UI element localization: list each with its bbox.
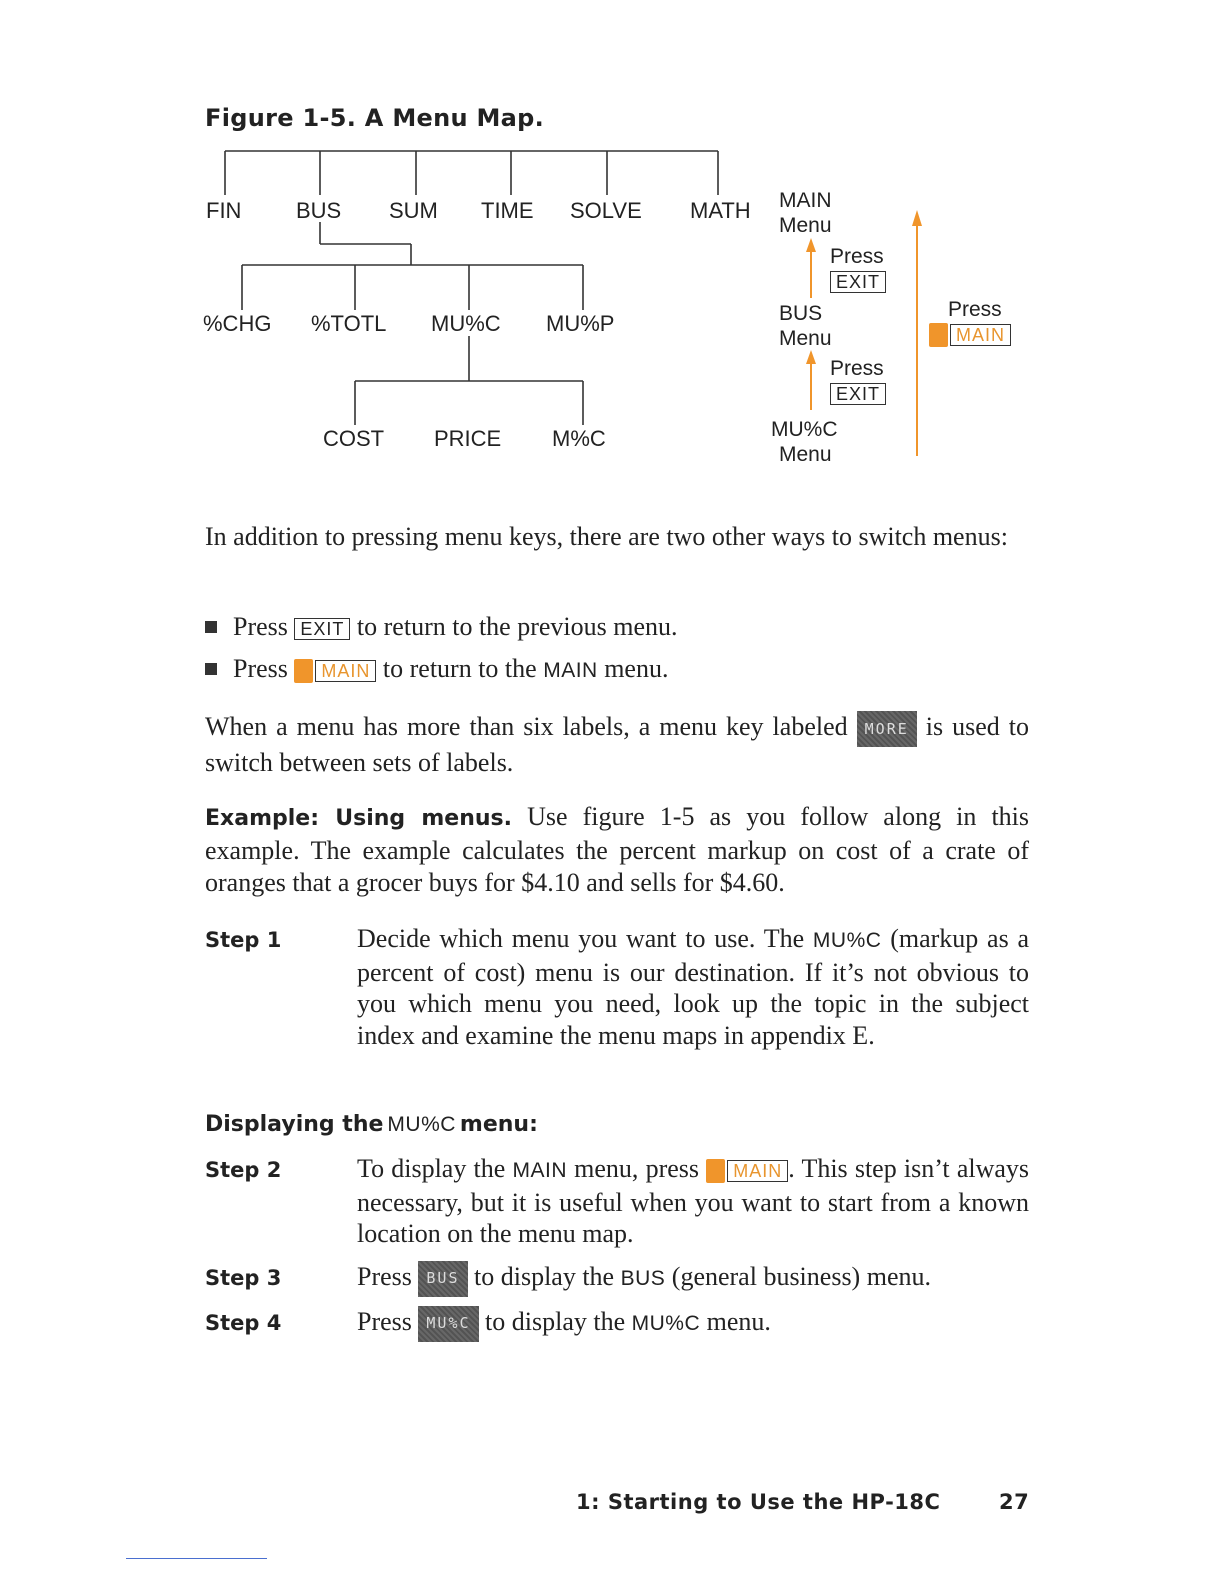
menu-node-math: MATH xyxy=(690,198,751,223)
step1-menu-name: MU%C xyxy=(812,929,882,952)
step4-label: Step 4 xyxy=(205,1311,282,1335)
menu-node-solve: SOLVE xyxy=(570,198,642,223)
menu-node-sum: SUM xyxy=(389,198,438,223)
nav-press-label-3: Press xyxy=(948,298,1002,321)
nav-press-exit-1 xyxy=(830,244,886,294)
intro-paragraph: In addition to pressing menu keys, there are two other ways to switch menus: xyxy=(205,522,1008,551)
nav-bus-label: BUS xyxy=(779,302,823,325)
step3-mid: to display the xyxy=(474,1262,615,1291)
shift-key-icon xyxy=(929,323,948,347)
example-heading: Example: Using menus. xyxy=(205,806,513,831)
more-text-pre: When a menu has more than six labels, a menu key labeled xyxy=(205,712,848,741)
menu-node-pct-totl: %TOTL xyxy=(311,311,387,336)
bottom-rule xyxy=(126,1558,267,1559)
figure-title: Figure 1-5. A Menu Map. xyxy=(205,104,545,132)
step3-label: Step 3 xyxy=(205,1266,282,1290)
step3-text xyxy=(357,1261,1029,1297)
menu-node-mu-pct-c: MU%C xyxy=(431,311,501,336)
nav-press-label-2: Press xyxy=(830,357,884,380)
step2-menu-name: MAIN xyxy=(512,1159,567,1182)
step4-menu-name: MU%C xyxy=(631,1312,701,1335)
menu-node-fin: FIN xyxy=(206,198,242,223)
menu-node-time: TIME xyxy=(481,198,534,223)
displaying-pre: Displaying the xyxy=(205,1112,384,1137)
step2-post: . This step isn’t always necessary, but it is useful when you want to start from a known location on the menu map. xyxy=(357,1154,1030,1248)
menu-node-pct-chg: %CHG xyxy=(203,311,272,336)
step4-post: menu. xyxy=(706,1307,771,1336)
bus-softkey: BUS xyxy=(418,1261,467,1297)
menu-node-price: PRICE xyxy=(434,426,502,451)
muc-softkey: MU%C xyxy=(418,1306,478,1342)
step4-text xyxy=(357,1306,1029,1342)
nav-muc-label: MU%C xyxy=(771,418,838,441)
bullet-text: to return to the xyxy=(382,654,537,683)
step3-pre: Press xyxy=(357,1262,412,1291)
displaying-post: menu: xyxy=(459,1112,538,1137)
nav-press-exit-2 xyxy=(830,356,886,406)
bullet-square-icon xyxy=(205,621,217,633)
menu-node-bus: BUS xyxy=(296,198,342,223)
bullet-exit xyxy=(205,611,678,643)
example-text: Use figure 1-5 as you follow along in this example. The example calculates the percent markup on cost of a crate of oranges that a grocer buys for $4.10 and sells for $4.60. xyxy=(205,802,1030,897)
step3-menu-name: BUS xyxy=(620,1267,666,1290)
step2-pre: To display the xyxy=(357,1154,506,1183)
menu-node-mu-pct-p: MU%P xyxy=(546,311,615,336)
footer-page-number: 27 xyxy=(999,1490,1030,1514)
nav-muc-menu xyxy=(771,417,838,467)
bullet-square-icon xyxy=(205,663,217,675)
menu-map-lines xyxy=(0,0,1224,480)
exit-key-1: EXIT xyxy=(830,271,886,293)
menu-node-m-pct-c: M%C xyxy=(552,426,606,451)
step3-post: (general business) menu. xyxy=(671,1262,931,1291)
step1-label: Step 1 xyxy=(205,928,282,952)
main-key-step2: MAIN xyxy=(727,1160,788,1182)
nav-muc-menu-word: Menu xyxy=(779,443,832,466)
more-softkey: MORE xyxy=(857,711,917,747)
step1-post: (markup as a percent of cost) menu is our destination. If it’s not obvious to you which menu you need, look up the topic in the subject index and examine the menu maps in appendix E. xyxy=(357,924,1029,1050)
nav-press-main xyxy=(929,297,1011,347)
step2-label: Step 2 xyxy=(205,1158,282,1182)
nav-bus-menu xyxy=(779,301,832,351)
nav-main-menu xyxy=(779,188,832,238)
bullet-text: to return to the previous menu. xyxy=(356,612,678,641)
main-key: MAIN xyxy=(950,324,1011,346)
menu-node-cost: COST xyxy=(323,426,385,451)
more-text-post: is used to switch between sets of labels. xyxy=(205,712,1029,778)
bullet-main xyxy=(205,653,668,687)
bullet-text: menu. xyxy=(604,654,669,683)
shift-key-icon xyxy=(706,1159,725,1183)
exit-key-inline: EXIT xyxy=(294,618,350,640)
nav-bus-menu-word: Menu xyxy=(779,327,832,350)
more-paragraph xyxy=(205,711,1029,779)
nav-main-menu-word: Menu xyxy=(779,214,832,237)
main-key-inline: MAIN xyxy=(315,660,376,682)
step1-pre: Decide which menu you want to use. The xyxy=(357,924,805,953)
bullet-text: Press xyxy=(233,654,288,683)
displaying-menu-name: MU%C xyxy=(387,1113,456,1136)
step2-text xyxy=(357,1153,1029,1250)
footer-chapter: 1: Starting to Use the HP-18C xyxy=(576,1490,941,1514)
step4-mid: to display the xyxy=(485,1307,626,1336)
bullet-text: Press xyxy=(233,612,288,641)
nav-main-label: MAIN xyxy=(779,189,832,212)
nav-press-label-1: Press xyxy=(830,245,884,268)
example-paragraph xyxy=(205,801,1029,899)
main-menu-name: MAIN xyxy=(543,659,598,682)
shift-key-icon xyxy=(294,659,313,683)
exit-key-2: EXIT xyxy=(830,383,886,405)
step1-text xyxy=(357,923,1029,1051)
step4-pre: Press xyxy=(357,1307,412,1336)
displaying-heading xyxy=(205,1112,538,1137)
step2-mid: menu, press xyxy=(574,1154,700,1183)
